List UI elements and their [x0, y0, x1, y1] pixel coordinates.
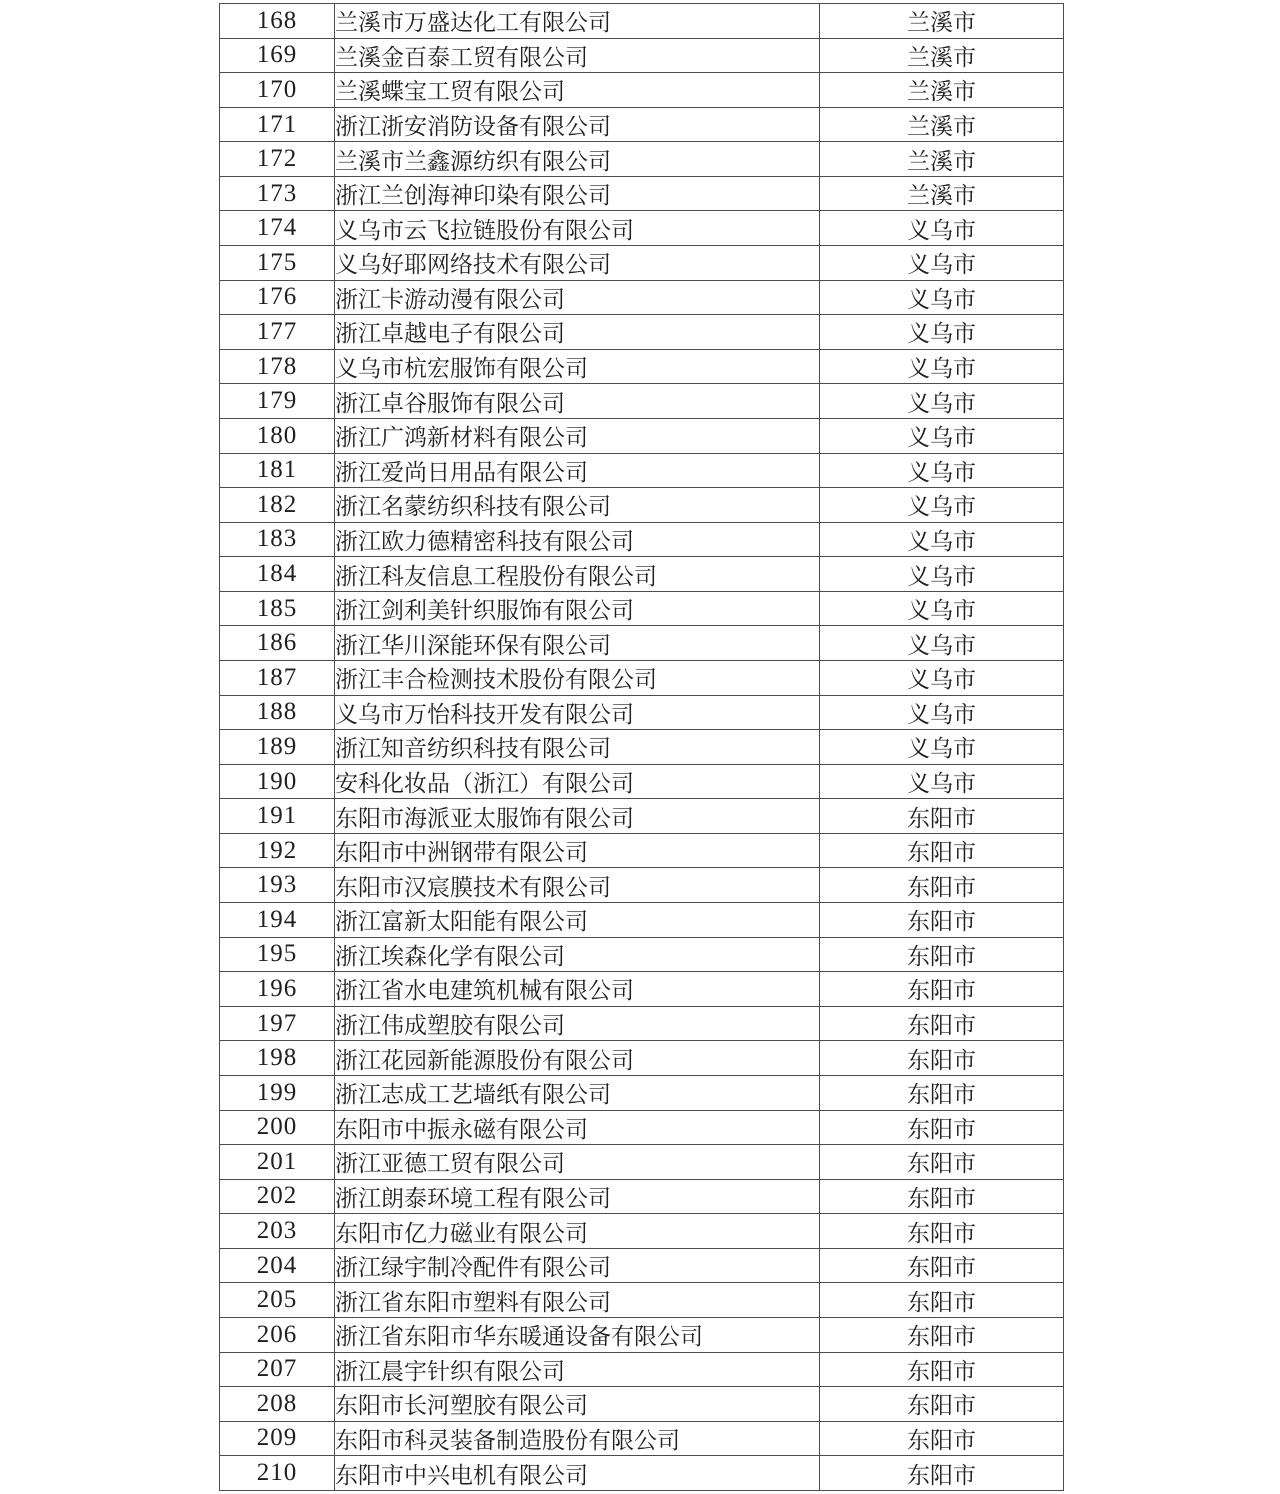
city-cell: 东阳市	[820, 1110, 1064, 1145]
city-cell: 义乌市	[820, 384, 1064, 419]
table-row	[220, 626, 1064, 661]
table-row	[220, 73, 1064, 108]
city-cell: 东阳市	[820, 1248, 1064, 1283]
city-cell: 兰溪市	[820, 107, 1064, 142]
table-row	[220, 1006, 1064, 1041]
table-row	[220, 4, 1064, 39]
company-name-cell: 义乌市云飞拉链股份有限公司	[335, 211, 820, 246]
company-name-cell: 浙江卓越电子有限公司	[335, 315, 820, 350]
row-number-cell: 193	[220, 868, 335, 903]
table-row	[220, 384, 1064, 419]
row-number-cell: 197	[220, 1006, 335, 1041]
table-row	[220, 107, 1064, 142]
city-cell: 东阳市	[820, 868, 1064, 903]
company-name-cell: 东阳市亿力磁业有限公司	[335, 1214, 820, 1249]
row-number-cell: 174	[220, 211, 335, 246]
company-name-cell: 东阳市海派亚太服饰有限公司	[335, 799, 820, 834]
row-number-cell: 169	[220, 38, 335, 73]
company-name-cell: 义乌好耶网络技术有限公司	[335, 246, 820, 281]
city-cell: 兰溪市	[820, 73, 1064, 108]
table-row	[220, 1110, 1064, 1145]
row-number-cell: 189	[220, 730, 335, 765]
table-row	[220, 1248, 1064, 1283]
table-row	[220, 418, 1064, 453]
company-name-cell: 浙江广鸿新材料有限公司	[335, 418, 820, 453]
company-name-cell: 浙江科友信息工程股份有限公司	[335, 557, 820, 592]
city-cell: 兰溪市	[820, 38, 1064, 73]
company-name-cell: 浙江华川深能环保有限公司	[335, 626, 820, 661]
row-number-cell: 177	[220, 315, 335, 350]
company-name-cell: 兰溪市万盛达化工有限公司	[335, 4, 820, 39]
row-number-cell: 187	[220, 660, 335, 695]
city-cell: 义乌市	[820, 418, 1064, 453]
city-cell: 东阳市	[820, 1145, 1064, 1180]
company-name-cell: 东阳市中兴电机有限公司	[335, 1456, 820, 1491]
row-number-cell: 202	[220, 1179, 335, 1214]
city-cell: 东阳市	[820, 1317, 1064, 1352]
city-cell: 东阳市	[820, 1006, 1064, 1041]
company-name-cell: 浙江晨宇针织有限公司	[335, 1352, 820, 1387]
city-cell: 东阳市	[820, 1352, 1064, 1387]
company-name-cell: 浙江花园新能源股份有限公司	[335, 1041, 820, 1076]
city-cell: 兰溪市	[820, 176, 1064, 211]
company-name-cell: 东阳市中洲钢带有限公司	[335, 833, 820, 868]
table-row	[220, 1145, 1064, 1180]
city-cell: 义乌市	[820, 660, 1064, 695]
city-cell: 义乌市	[820, 557, 1064, 592]
row-number-cell: 192	[220, 833, 335, 868]
company-name-cell: 浙江知音纺织科技有限公司	[335, 730, 820, 765]
city-cell: 东阳市	[820, 903, 1064, 938]
row-number-cell: 184	[220, 557, 335, 592]
row-number-cell: 181	[220, 453, 335, 488]
city-cell: 东阳市	[820, 1387, 1064, 1422]
table-row	[220, 142, 1064, 177]
city-cell: 东阳市	[820, 1041, 1064, 1076]
row-number-cell: 210	[220, 1456, 335, 1491]
table-row	[220, 972, 1064, 1007]
city-cell: 东阳市	[820, 1456, 1064, 1491]
company-name-cell: 浙江埃森化学有限公司	[335, 937, 820, 972]
row-number-cell: 188	[220, 695, 335, 730]
table-row	[220, 38, 1064, 73]
table-row	[220, 868, 1064, 903]
row-number-cell: 179	[220, 384, 335, 419]
city-cell: 义乌市	[820, 280, 1064, 315]
row-number-cell: 172	[220, 142, 335, 177]
company-name-cell: 浙江欧力德精密科技有限公司	[335, 522, 820, 557]
table-row	[220, 453, 1064, 488]
company-name-cell: 兰溪蝶宝工贸有限公司	[335, 73, 820, 108]
city-cell: 义乌市	[820, 349, 1064, 384]
company-name-cell: 兰溪市兰鑫源纺织有限公司	[335, 142, 820, 177]
row-number-cell: 209	[220, 1421, 335, 1456]
city-cell: 东阳市	[820, 1283, 1064, 1318]
company-name-cell: 东阳市长河塑胶有限公司	[335, 1387, 820, 1422]
company-name-cell: 浙江伟成塑胶有限公司	[335, 1006, 820, 1041]
company-name-cell: 浙江卡游动漫有限公司	[335, 280, 820, 315]
city-cell: 义乌市	[820, 695, 1064, 730]
city-cell: 东阳市	[820, 972, 1064, 1007]
city-cell: 义乌市	[820, 522, 1064, 557]
city-cell: 东阳市	[820, 937, 1064, 972]
table-row	[220, 1075, 1064, 1110]
table-row	[220, 695, 1064, 730]
row-number-cell: 176	[220, 280, 335, 315]
row-number-cell: 201	[220, 1145, 335, 1180]
row-number-cell: 207	[220, 1352, 335, 1387]
city-cell: 义乌市	[820, 764, 1064, 799]
city-cell: 义乌市	[820, 315, 1064, 350]
table-row	[220, 764, 1064, 799]
city-cell: 东阳市	[820, 833, 1064, 868]
company-name-cell: 浙江剑利美针织服饰有限公司	[335, 591, 820, 626]
table-row	[220, 903, 1064, 938]
company-name-cell: 东阳市中振永磁有限公司	[335, 1110, 820, 1145]
company-name-cell: 浙江绿宇制冷配件有限公司	[335, 1248, 820, 1283]
row-number-cell: 204	[220, 1248, 335, 1283]
row-number-cell: 183	[220, 522, 335, 557]
city-cell: 义乌市	[820, 488, 1064, 523]
city-cell: 兰溪市	[820, 142, 1064, 177]
row-number-cell: 203	[220, 1214, 335, 1249]
company-name-cell: 浙江省东阳市塑料有限公司	[335, 1283, 820, 1318]
row-number-cell: 205	[220, 1283, 335, 1318]
row-number-cell: 206	[220, 1317, 335, 1352]
company-table	[219, 3, 1064, 1491]
row-number-cell: 198	[220, 1041, 335, 1076]
company-name-cell: 浙江富新太阳能有限公司	[335, 903, 820, 938]
company-name-cell: 义乌市万怡科技开发有限公司	[335, 695, 820, 730]
table-row	[220, 730, 1064, 765]
company-name-cell: 浙江爱尚日用品有限公司	[335, 453, 820, 488]
row-number-cell: 171	[220, 107, 335, 142]
city-cell: 义乌市	[820, 211, 1064, 246]
table-row	[220, 1179, 1064, 1214]
table-row	[220, 591, 1064, 626]
table-row	[220, 799, 1064, 834]
row-number-cell: 196	[220, 972, 335, 1007]
row-number-cell: 178	[220, 349, 335, 384]
company-name-cell: 浙江省东阳市华东暖通设备有限公司	[335, 1317, 820, 1352]
row-number-cell: 194	[220, 903, 335, 938]
table-row	[220, 1041, 1064, 1076]
city-cell: 兰溪市	[820, 4, 1064, 39]
table-row	[220, 488, 1064, 523]
table-row	[220, 1283, 1064, 1318]
company-name-cell: 浙江卓谷服饰有限公司	[335, 384, 820, 419]
city-cell: 义乌市	[820, 591, 1064, 626]
table-row	[220, 1387, 1064, 1422]
row-number-cell: 170	[220, 73, 335, 108]
company-name-cell: 兰溪金百泰工贸有限公司	[335, 38, 820, 73]
row-number-cell: 191	[220, 799, 335, 834]
row-number-cell: 200	[220, 1110, 335, 1145]
city-cell: 东阳市	[820, 1214, 1064, 1249]
row-number-cell: 190	[220, 764, 335, 799]
row-number-cell: 180	[220, 418, 335, 453]
company-name-cell: 浙江志成工艺墙纸有限公司	[335, 1075, 820, 1110]
table-row	[220, 246, 1064, 281]
company-name-cell: 浙江名蒙纺织科技有限公司	[335, 488, 820, 523]
city-cell: 东阳市	[820, 799, 1064, 834]
row-number-cell: 186	[220, 626, 335, 661]
row-number-cell: 168	[220, 4, 335, 39]
table-row	[220, 349, 1064, 384]
table-row	[220, 176, 1064, 211]
company-name-cell: 浙江兰创海神印染有限公司	[335, 176, 820, 211]
city-cell: 东阳市	[820, 1179, 1064, 1214]
table-row	[220, 833, 1064, 868]
table-row	[220, 1352, 1064, 1387]
row-number-cell: 175	[220, 246, 335, 281]
table-row	[220, 1456, 1064, 1491]
company-table-container	[219, 3, 1064, 1491]
table-row	[220, 315, 1064, 350]
table-row	[220, 660, 1064, 695]
table-row	[220, 557, 1064, 592]
city-cell: 义乌市	[820, 730, 1064, 765]
row-number-cell: 173	[220, 176, 335, 211]
row-number-cell: 185	[220, 591, 335, 626]
table-row	[220, 937, 1064, 972]
company-name-cell: 安科化妆品（浙江）有限公司	[335, 764, 820, 799]
table-body	[220, 4, 1064, 1491]
table-row	[220, 211, 1064, 246]
company-name-cell: 浙江省水电建筑机械有限公司	[335, 972, 820, 1007]
company-name-cell: 浙江亚德工贸有限公司	[335, 1145, 820, 1180]
city-cell: 东阳市	[820, 1075, 1064, 1110]
company-name-cell: 义乌市杭宏服饰有限公司	[335, 349, 820, 384]
table-row	[220, 522, 1064, 557]
table-row	[220, 1317, 1064, 1352]
company-name-cell: 浙江浙安消防设备有限公司	[335, 107, 820, 142]
row-number-cell: 208	[220, 1387, 335, 1422]
table-row	[220, 1214, 1064, 1249]
company-name-cell: 浙江丰合检测技术股份有限公司	[335, 660, 820, 695]
city-cell: 义乌市	[820, 453, 1064, 488]
company-name-cell: 东阳市科灵装备制造股份有限公司	[335, 1421, 820, 1456]
row-number-cell: 182	[220, 488, 335, 523]
row-number-cell: 199	[220, 1075, 335, 1110]
city-cell: 东阳市	[820, 1421, 1064, 1456]
row-number-cell: 195	[220, 937, 335, 972]
city-cell: 义乌市	[820, 246, 1064, 281]
table-row	[220, 1421, 1064, 1456]
company-name-cell: 东阳市汉宸膜技术有限公司	[335, 868, 820, 903]
table-row	[220, 280, 1064, 315]
company-name-cell: 浙江朗泰环境工程有限公司	[335, 1179, 820, 1214]
city-cell: 义乌市	[820, 626, 1064, 661]
